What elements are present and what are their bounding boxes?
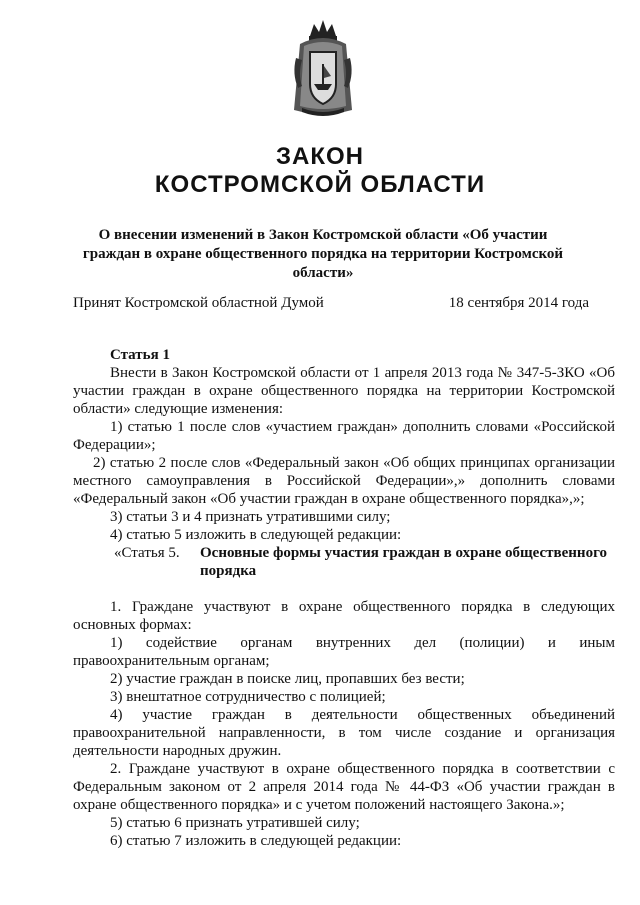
amendment-item: 1) статью 1 после слов «участием граждан» дополнить словами «Российской Федерации»; xyxy=(73,419,615,453)
law-title: ЗАКОН xyxy=(275,143,364,170)
quoted-article-heading xyxy=(114,544,615,580)
form-item: 4) участие граждан в деятельности общественных объединений правоохранительной направленности, в том числе создание и организация деятельности народных дружин. xyxy=(73,707,615,759)
coat-of-arms-icon xyxy=(290,18,356,118)
form-item: 2) участие граждан в поиске лиц, пропавших без вести; xyxy=(110,671,465,687)
amendment-item: 2) статью 2 после слов «Федеральный закон «Об общих принципах организации местного самоуправления в Российской Федерации»,» дополнить словами «Федеральный закон «Об участии граждан в охране общественного порядка»,»; xyxy=(73,455,615,507)
law-subject: О внесении изменений в Закон Костромской области «Об участии граждан в охране общественного порядка на территории Костромской области» xyxy=(82,227,564,281)
amendment-item: 5) статью 6 признать утратившей силу; xyxy=(110,815,360,831)
paragraph: 1. Граждане участвуют в охране общественного порядка в следующих основных формах: xyxy=(73,599,615,633)
article-heading: Статья 1 xyxy=(110,347,170,363)
paragraph: 2. Граждане участвуют в охране общественного порядка в соответствии с Федеральным законом от 2 апреля 2014 года № 44-ФЗ «Об участии граждан в охране общественного порядка» и с учетом положений настоящего Закона.»; xyxy=(73,761,615,813)
adopted-by: Принят Костромской областной Думой xyxy=(73,295,324,311)
quoted-article-number: «Статья 5. xyxy=(114,545,180,561)
adoption-line xyxy=(73,294,589,313)
adoption-date: 18 сентября 2014 года xyxy=(448,295,589,311)
form-item: 3) внештатное сотрудничество с полицией; xyxy=(110,689,386,705)
form-item: 1) содействие органам внутренних дел (полиции) и иным правоохранительным органам; xyxy=(73,635,615,669)
article-intro: Внести в Закон Костромской области от 1 апреля 2013 года № 347-5-ЗКО «Об участии граждан в охране общественного порядка на территории Костромской области» следующие изменения: xyxy=(73,365,615,417)
amendment-item: 6) статью 7 изложить в следующей редакции: xyxy=(110,833,402,849)
amendment-item: 3) статьи 3 и 4 признать утратившими силу; xyxy=(110,509,391,525)
quoted-article-title: Основные формы участия граждан в охране общественного порядка xyxy=(200,545,608,579)
article-1 xyxy=(73,346,615,850)
amendment-item: 4) статью 5 изложить в следующей редакции: xyxy=(110,527,402,543)
law-region-title: КОСТРОМСКОЙ ОБЛАСТИ xyxy=(154,171,486,198)
